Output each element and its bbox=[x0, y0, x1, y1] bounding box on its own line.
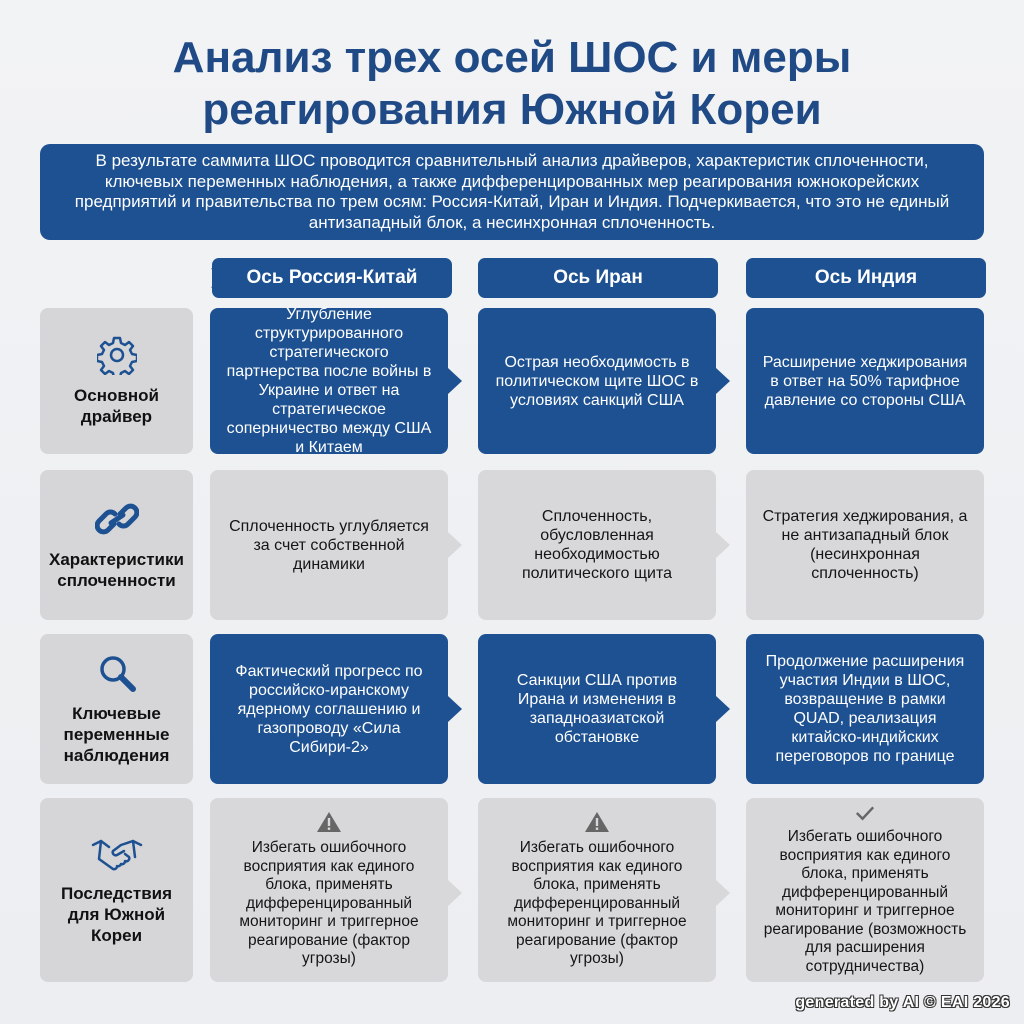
row-label-implications-korea bbox=[40, 798, 193, 982]
cell-text: Избегать ошибочного восприятия как единого блока, применять дифференцированный мониторинг и триггерное реагирование (фактор угрозы) bbox=[507, 839, 687, 968]
checkmark-icon bbox=[852, 804, 878, 822]
row-label-text: Последствия для Южной Кореи bbox=[60, 883, 173, 945]
cell-text: Сплоченность, обусловленная необходимостью политического щита bbox=[521, 508, 673, 582]
cell-variables-india bbox=[746, 634, 984, 784]
title-line-2: реагирования Южной Кореи bbox=[202, 85, 822, 134]
warning-icon bbox=[316, 811, 342, 833]
cell-text: Углубление структурированного стратегического партнерства после войны в Украине и ответ на стратегическое соперничество между США и Китаем bbox=[226, 306, 432, 456]
cell-text: Фактический прогресс по российско-иранскому ядерному соглашению и газопроводу «Сила Сибири-2» bbox=[235, 662, 423, 756]
column-header-iran: Ось Иран bbox=[478, 258, 718, 298]
row-label-main-driver bbox=[40, 308, 193, 454]
cell-text: Продолжение расширения участия Индии в ШОС, возвращение в рамки QUAD, реализация китайско-индийских переговоров по границе bbox=[765, 653, 965, 765]
column-header-india: Ось Индия bbox=[746, 258, 986, 298]
handshake-icon bbox=[91, 835, 143, 873]
title-line-1: Анализ трех осей ШОС и меры bbox=[172, 33, 852, 82]
row-label-cohesion bbox=[40, 470, 193, 620]
flow-arrow bbox=[448, 696, 462, 722]
cell-text: Острая необходимость в политическом щите ШОС в условиях санкций США bbox=[495, 353, 699, 409]
intro-text: В результате саммита ШОС проводится сравнительный анализ драйверов, характеристик сплоченности, ключевых переменных наблюдения, а также дифференцированных мер реагирования южнокорейских предприятий и правительства по трем осям: Россия-Китай, Иран и Индия. Подчеркивается, что это не единый антизападный блок, а несинхронная сплоченность. bbox=[74, 151, 950, 232]
cell-text: Расширение хеджирования в ответ на 50% тарифное давление со стороны США bbox=[762, 353, 968, 409]
magnifier-icon bbox=[97, 653, 137, 693]
cell-driver-iran bbox=[478, 308, 716, 454]
cell-variables-russia-china bbox=[210, 634, 448, 784]
intro-banner bbox=[40, 144, 984, 240]
gear-icon bbox=[97, 335, 137, 375]
cell-text: Избегать ошибочного восприятия как единого блока, применять дифференцированный мониторинг и триггерное реагирование (возможность для расширения сотрудничества) bbox=[763, 828, 967, 975]
column-header-russia-china: Ось Россия-Китай bbox=[212, 258, 452, 298]
row-label-text: Основной драйвер bbox=[74, 386, 159, 426]
flow-arrow bbox=[716, 532, 730, 558]
flow-arrow bbox=[448, 368, 462, 394]
cell-text: Сплоченность углубляется за счет собственной динамики bbox=[229, 517, 429, 573]
cell-cohesion-russia-china bbox=[210, 470, 448, 620]
warning-icon bbox=[584, 811, 610, 833]
cell-text: Избегать ошибочного восприятия как единого блока, применять дифференцированный мониторинг и триггерное реагирование (фактор угрозы) bbox=[239, 839, 419, 968]
flow-arrow bbox=[716, 368, 730, 394]
flow-arrow bbox=[716, 696, 730, 722]
chain-link-icon bbox=[95, 499, 139, 539]
cell-driver-india bbox=[746, 308, 984, 454]
row-label-key-variables bbox=[40, 634, 193, 784]
cell-variables-iran bbox=[478, 634, 716, 784]
cell-implications-russia-china bbox=[210, 798, 448, 982]
flow-arrow bbox=[448, 880, 462, 906]
watermark: generated by AI © EAI 2026 bbox=[795, 994, 1010, 1011]
cell-text: Санкции США против Ирана и изменения в западноазиатской обстановке bbox=[516, 672, 678, 746]
cell-driver-russia-china bbox=[210, 308, 448, 454]
page-title bbox=[0, 32, 1024, 136]
flow-arrow bbox=[448, 532, 462, 558]
cell-text: Стратегия хеджирования, а не антизападный блок (несинхронная сплоченность) bbox=[762, 508, 968, 582]
cell-cohesion-india bbox=[746, 470, 984, 620]
row-label-text: Характеристики сплоченности bbox=[49, 550, 184, 590]
cell-implications-india bbox=[746, 798, 984, 982]
row-label-text: Ключевые переменные наблюдения bbox=[63, 703, 170, 765]
flow-arrow bbox=[716, 880, 730, 906]
cell-implications-iran bbox=[478, 798, 716, 982]
cell-cohesion-iran bbox=[478, 470, 716, 620]
